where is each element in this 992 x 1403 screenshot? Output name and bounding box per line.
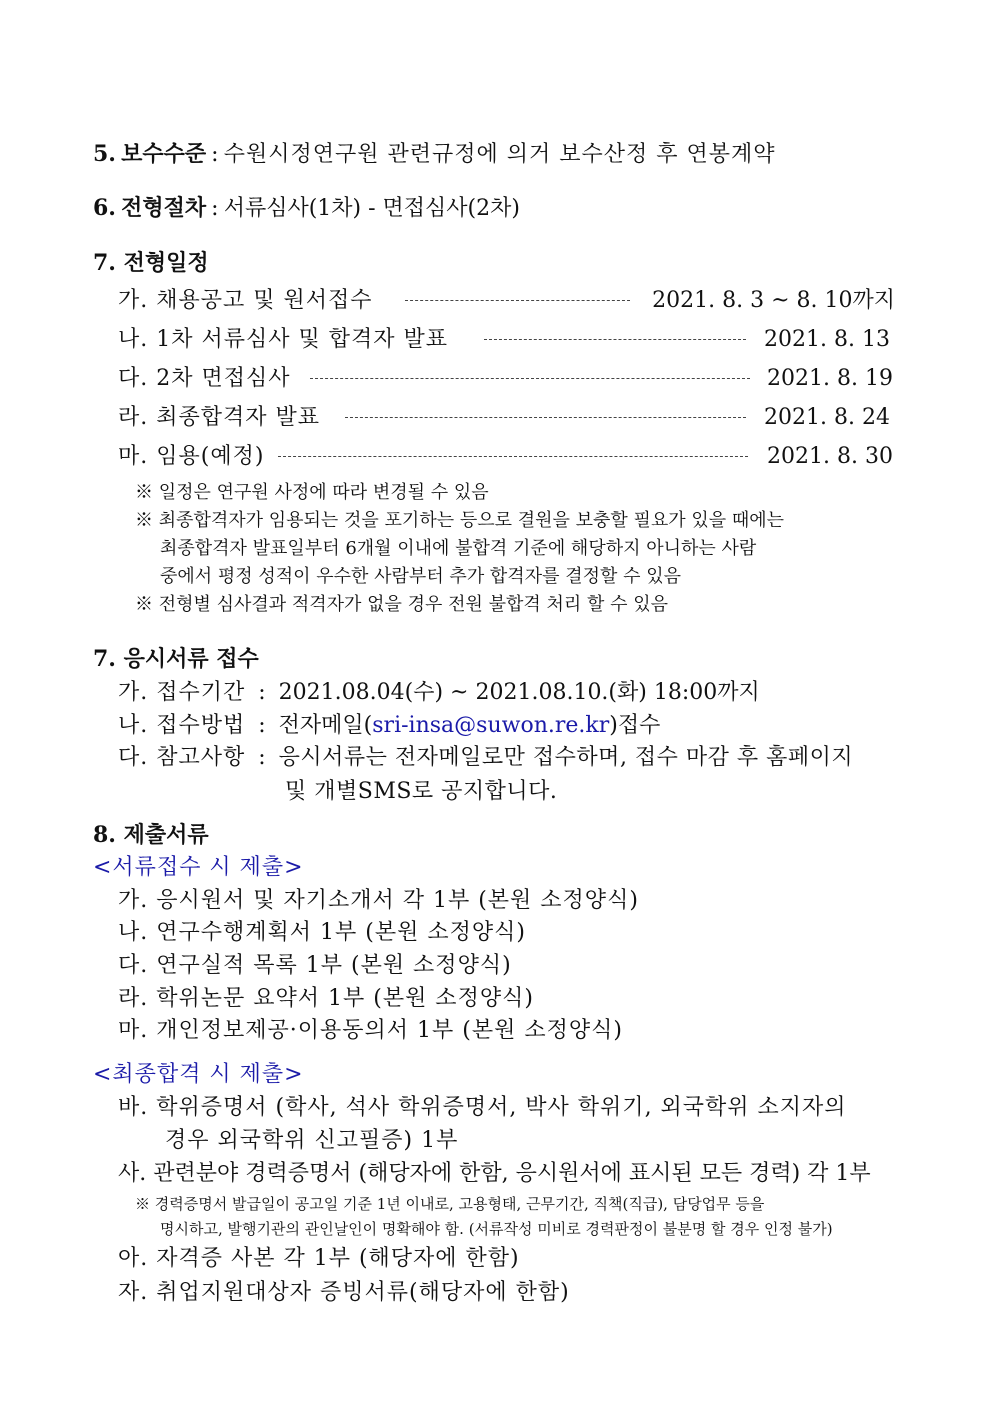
document-item-note-continued: 명시하고, 발행기관의 관인날인이 명확해야 함. (서류작성 미비로 경력판정이 불분명 할 경우 인정 불가) <box>160 1220 833 1238</box>
schedule-note: ※ 전형별 심사결과 적격자가 없을 경우 전원 불합격 처리 할 수 있음 <box>135 594 669 615</box>
section-5-separator: : <box>211 142 219 167</box>
documents-subheading-application: <서류접수 시 제출> <box>93 855 304 880</box>
reception-note-label: 다. 참고사항 <box>118 745 246 770</box>
section-5-text: 수원시정연구원 관련규정에 의거 보수산정 후 연봉계약 <box>223 142 776 167</box>
reception-note-row <box>118 747 853 769</box>
schedule-leader <box>345 417 746 418</box>
schedule-item-label: 다. 2차 면접심사 <box>118 366 291 391</box>
section-6-number: 6. <box>93 195 116 221</box>
document-item: 가. 응시원서 및 자기소개서 각 1부 (본원 소정양식) <box>118 888 639 913</box>
reception-period-value: 2021.08.04(수) ~ 2021.08.10.(화) 18:00까지 <box>278 680 760 705</box>
reception-separator: : <box>258 713 266 738</box>
schedule-leader <box>484 339 746 340</box>
reception-method-row <box>118 715 660 737</box>
section-5 <box>93 143 775 166</box>
reception-note-line1: 응시서류는 전자메일로만 접수하며, 접수 마감 후 홈페이지 <box>278 745 854 770</box>
schedule-note-continued: 중에서 평정 성적이 우수한 사람부터 추가 합격자를 결정할 수 있음 <box>160 566 681 587</box>
schedule-note: ※ 일정은 연구원 사정에 따라 변경될 수 있음 <box>135 482 489 503</box>
document-item: 다. 연구실적 목록 1부 (본원 소정양식) <box>118 953 512 978</box>
document-item-note: ※ 경력증명서 발급일이 공고일 기준 1년 이내로, 고용형태, 근무기간, 직책(직급), 담당업무 등을 <box>135 1195 765 1213</box>
section-6-text: 서류심사(1차) - 면접심사(2차) <box>223 196 520 221</box>
documents-subheading-final: <최종합격 시 제출> <box>93 1062 304 1087</box>
section-6 <box>93 197 520 220</box>
document-item: 바. 학위증명서 (학사, 석사 학위증명서, 박사 학위기, 외국학위 소지자의 <box>118 1095 847 1120</box>
section-6-separator: : <box>211 196 219 221</box>
schedule-item-label: 마. 임용(예정) <box>118 444 265 469</box>
reception-period-row <box>118 682 760 704</box>
document-item: 라. 학위논문 요약서 1부 (본원 소정양식) <box>118 986 534 1011</box>
schedule-leader <box>405 300 630 301</box>
reception-period-label: 가. 접수기간 <box>118 680 246 705</box>
schedule-leader <box>310 378 750 379</box>
schedule-item-label: 라. 최종합격자 발표 <box>118 405 320 430</box>
reception-heading: 7. 응시서류 접수 <box>93 646 259 672</box>
schedule-item-date: 2021. 8. 30 <box>767 444 893 469</box>
reception-method-label: 나. 접수방법 <box>118 713 246 738</box>
reception-note-line2: 및 개별SMS로 공지합니다. <box>285 779 558 804</box>
schedule-item-date: 2021. 8. 24 <box>764 405 890 430</box>
documents-heading: 8. 제출서류 <box>93 822 209 848</box>
schedule-item-label: 나. 1차 서류심사 및 합격자 발표 <box>118 327 448 352</box>
schedule-item-date: 2021. 8. 3 ~ 8. 10까지 <box>652 288 895 313</box>
document-item: 마. 개인정보제공·이용동의서 1부 (본원 소정양식) <box>118 1018 623 1043</box>
schedule-item-date: 2021. 8. 19 <box>767 366 893 391</box>
reception-method-post: )접수 <box>609 713 661 738</box>
document-item-continued: 경우 외국학위 신고필증) 1부 <box>165 1128 459 1153</box>
document-item: 사. 관련분야 경력증명서 (해당자에 한함, 응시원서에 표시된 모든 경력) 각 1부 <box>118 1161 871 1186</box>
schedule-item-label: 가. 채용공고 및 원서접수 <box>118 288 373 313</box>
document-item: 아. 자격증 사본 각 1부 (해당자에 한함) <box>118 1246 520 1271</box>
section-5-title: 보수수준 <box>121 141 207 167</box>
document-item: 나. 연구수행계획서 1부 (본원 소정양식) <box>118 920 526 945</box>
reception-method-pre: 전자메일( <box>278 713 373 738</box>
schedule-note: ※ 최종합격자가 임용되는 것을 포기하는 등으로 결원을 보충할 필요가 있을 때에는 <box>135 510 785 531</box>
section-5-number: 5. <box>93 141 116 167</box>
section-6-title: 전형절차 <box>121 195 207 221</box>
schedule-heading: 7. 전형일정 <box>93 250 209 276</box>
schedule-leader <box>278 456 748 457</box>
document-item: 자. 취업지원대상자 증빙서류(해당자에 한함) <box>118 1280 570 1305</box>
reception-separator: : <box>258 680 266 705</box>
reception-separator: : <box>258 745 266 770</box>
schedule-note-continued: 최종합격자 발표일부터 6개월 이내에 불합격 기준에 해당하지 아니하는 사람 <box>160 538 757 559</box>
email-link[interactable]: sri-insa@suwon.re.kr <box>372 713 610 738</box>
schedule-item-date: 2021. 8. 13 <box>764 327 890 352</box>
